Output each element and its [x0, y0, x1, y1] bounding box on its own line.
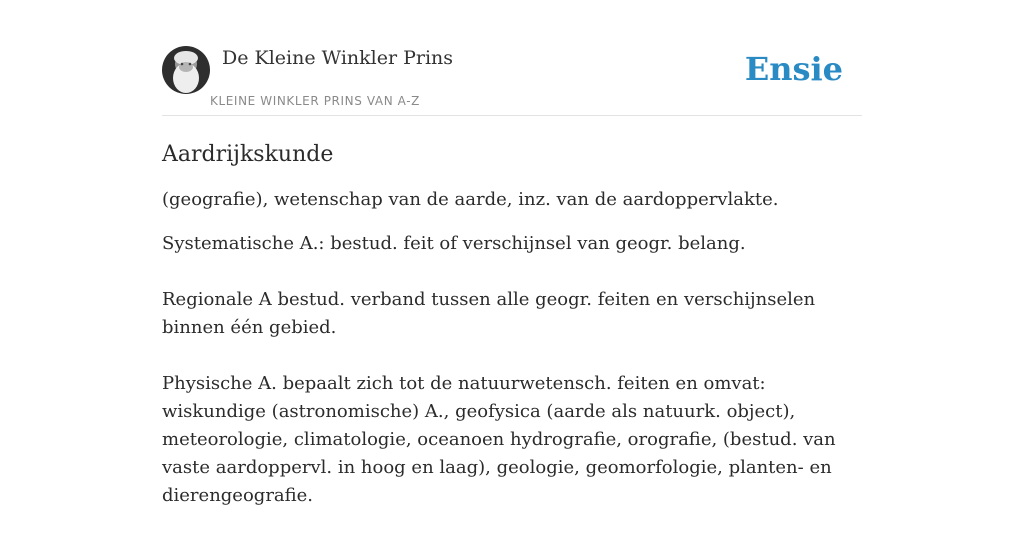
avatar[interactable]: [162, 46, 210, 94]
author-portrait-icon: [162, 46, 210, 94]
page-title: Aardrijkskunde: [162, 142, 334, 167]
author-name[interactable]: De Kleine Winkler Prins: [222, 47, 454, 69]
article: [162, 139, 862, 538]
article-paragraph: Systematische A.: bestud. feit of verschijnsel van geogr. belang.: [162, 233, 746, 254]
article-paragraph: Physische A. bepaalt zich tot de natuurwetensch. feiten en omvat: wiskundige (astronomische) A., geofysica (aarde als natuurk. object), meteorologie, climatologie, oceanoen hydrografie, orografie, (bestud. van vaste aardoppervl. in hoog en laag), geologie, geomorfologie, planten- en dierengeografie.: [162, 373, 836, 506]
source-label[interactable]: KLEINE WINKLER PRINS VAN A-Z: [210, 94, 420, 108]
site-header: [162, 40, 862, 116]
brand-logo[interactable]: Ensie: [744, 50, 843, 88]
article-lead: (geografie), wetenschap van de aarde, inz. van de aardoppervlakte.: [162, 189, 779, 210]
article-paragraph: Regionale A bestud. verband tussen alle geogr. feiten en verschijnselen binnen één gebied.: [162, 289, 816, 338]
